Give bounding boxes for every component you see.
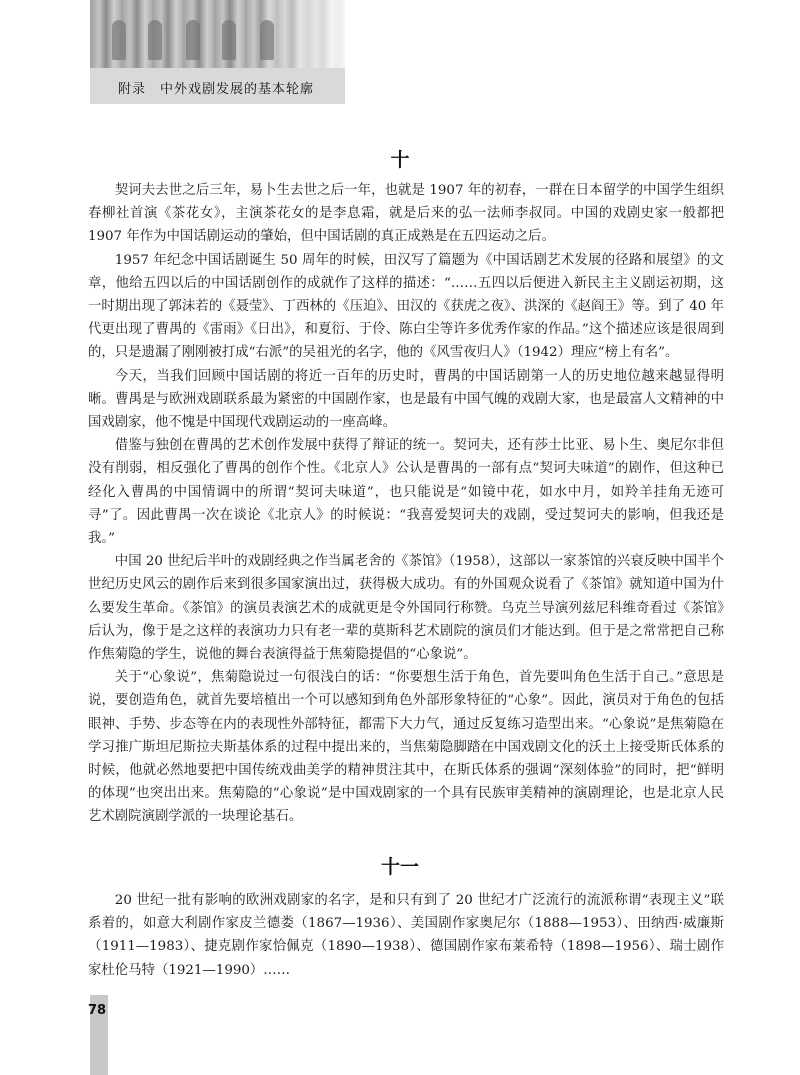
figure-silhouette [112, 20, 126, 60]
section-body [88, 889, 724, 982]
paragraph: 20 世纪一批有影响的欧洲戏剧家的名字，是和只有到了 20 世纪才广泛流行的流派称谓“表现主义”联系着的，如意大利剧作家皮兰德娄（1867—1936）、美国剧作家奥尼尔（1888—1953）、田纳西·威廉斯（1911—1983）、捷克剧作家恰佩克（1890—1938）、德国剧作家布莱希特（1898—1956）、瑞士剧作家杜伦马特（1921—1990）…… [88, 893, 724, 978]
running-header [118, 78, 314, 97]
header-decorative-photo [90, 0, 345, 68]
paragraph: 今天，当我们回顾中国话剧的将近一百年的历史时，曹禺的中国话剧第一人的历史地位越来越显得明晰。曹禺是与欧洲戏剧联系最为紧密的中国剧作家，也是最有中国气魄的戏剧大家，也是最富人文精神的中国戏剧家，他不愧是中国现代戏剧运动的一座高峰。 [88, 368, 724, 431]
figure-silhouette [148, 20, 162, 60]
paragraph: 借鉴与独创在曹禺的艺术创作发展中获得了辩证的统一。契诃夫，还有莎士比亚、易卜生、奥尼尔非但没有削弱，相反强化了曹禺的创作个性。《北京人》公认是曹禺的一部有点“契诃夫味道”的剧作，但这种已经化入曹禺的中国情调中的所谓“契诃夫味道”，也只能说是“如镜中花，如水中月，如羚羊挂角无迹可寻”了。因此曹禺一次在谈论《北京人》的时候说：“我喜爱契诃夫的戏剧，受过契诃夫的影响，但我还是我。” [88, 438, 724, 547]
section-body [88, 179, 724, 829]
page-number: 78 [88, 1003, 107, 1018]
section-number: 十一 [380, 856, 419, 878]
appendix-label: 附录 [118, 82, 147, 97]
figure-silhouette [260, 20, 274, 60]
figure-silhouette [186, 20, 200, 60]
paragraph: 关于“心象说”，焦菊隐说过一句很浅白的话：“你要想生活于角色，首先要叫角色生活于自己。”意思是说，要创造角色，就首先要培植出一个可以感知到角色外部形象特征的“心象”。因此，演员对于角色的包括眼神、手势、步态等在内的表现性外部特征，都需下大力气，通过反复练习造型出来。“心象说”是焦菊隐在学习推广斯坦尼斯拉夫斯基体系的过程中提出来的，当焦菊隐脚踏在中国戏剧文化的沃土上接受斯氏体系的时候，他就必然地要把中国传统戏曲美学的精神贯注其中，在斯氏体系的强调“深刻体验”的同时，把“鲜明的体现”也突出出来。焦菊隐的“心象说”是中国戏剧家的一个具有民族审美精神的演剧理论，也是北京人民艺术剧院演剧学派的一块理论基石。 [88, 670, 724, 825]
paragraph: 契诃夫去世之后三年，易卜生去世之后一年，也就是 1907 年的初春，一群在日本留学的中国学生组织春柳社首演《茶花女》，主演茶花女的是李息霜，就是后来的弘一法师李叔同。中国的戏剧史家一般都把 1907 年作为中国话剧运动的肇始，但中国话剧的真正成熟是在五四运动之后。 [88, 183, 724, 245]
paragraph: 1957 年纪念中国话剧诞生 50 周年的时候，田汉写了篇题为《中国话剧艺术发展的径路和展望》的文章，他给五四以后的中国话剧创作的成就作了这样的描述：“……五四以后便进入新民主主义剧运初期，这一时期出现了郭沫若的《聂莹》、丁西林的《压迫》、田汉的《获虎之夜》、洪深的《赵阎王》等。到了 40 年代更出现了曹禺的《雷雨》《日出》，和夏衍、于伶、陈白尘等许多优秀作家的作品。”这个描述应该是很周到的，只是遗漏了刚刚被打成“右派”的吴祖光的名字，他的《风雪夜归人》（1942）理应“榜上有名”。 [88, 252, 724, 361]
chapter-title: 中外戏剧发展的基本轮廓 [160, 82, 315, 97]
figure-silhouette [222, 20, 236, 60]
section-number: 十 [390, 149, 410, 171]
paragraph: 中国 20 世纪后半叶的戏剧经典之作当属老舍的《茶馆》（1958），这部以一家茶馆的兴衰反映中国半个世纪历史风云的剧作后来到很多国家演出过，获得极大成功。有的外国观众说看了《茶馆》就知道中国为什么要发生革命。《茶馆》的演员表演艺术的成就更是令外国同行称赞。乌克兰导演列兹尼科维奇看过《茶馆》后认为，像于是之这样的表演功力只有老一辈的莫斯科艺术剧院的演员们才能达到。但于是之常常把自己称作焦菊隐的学生，说他的舞台表演得益于焦菊隐提倡的“心象说”。 [88, 554, 724, 663]
